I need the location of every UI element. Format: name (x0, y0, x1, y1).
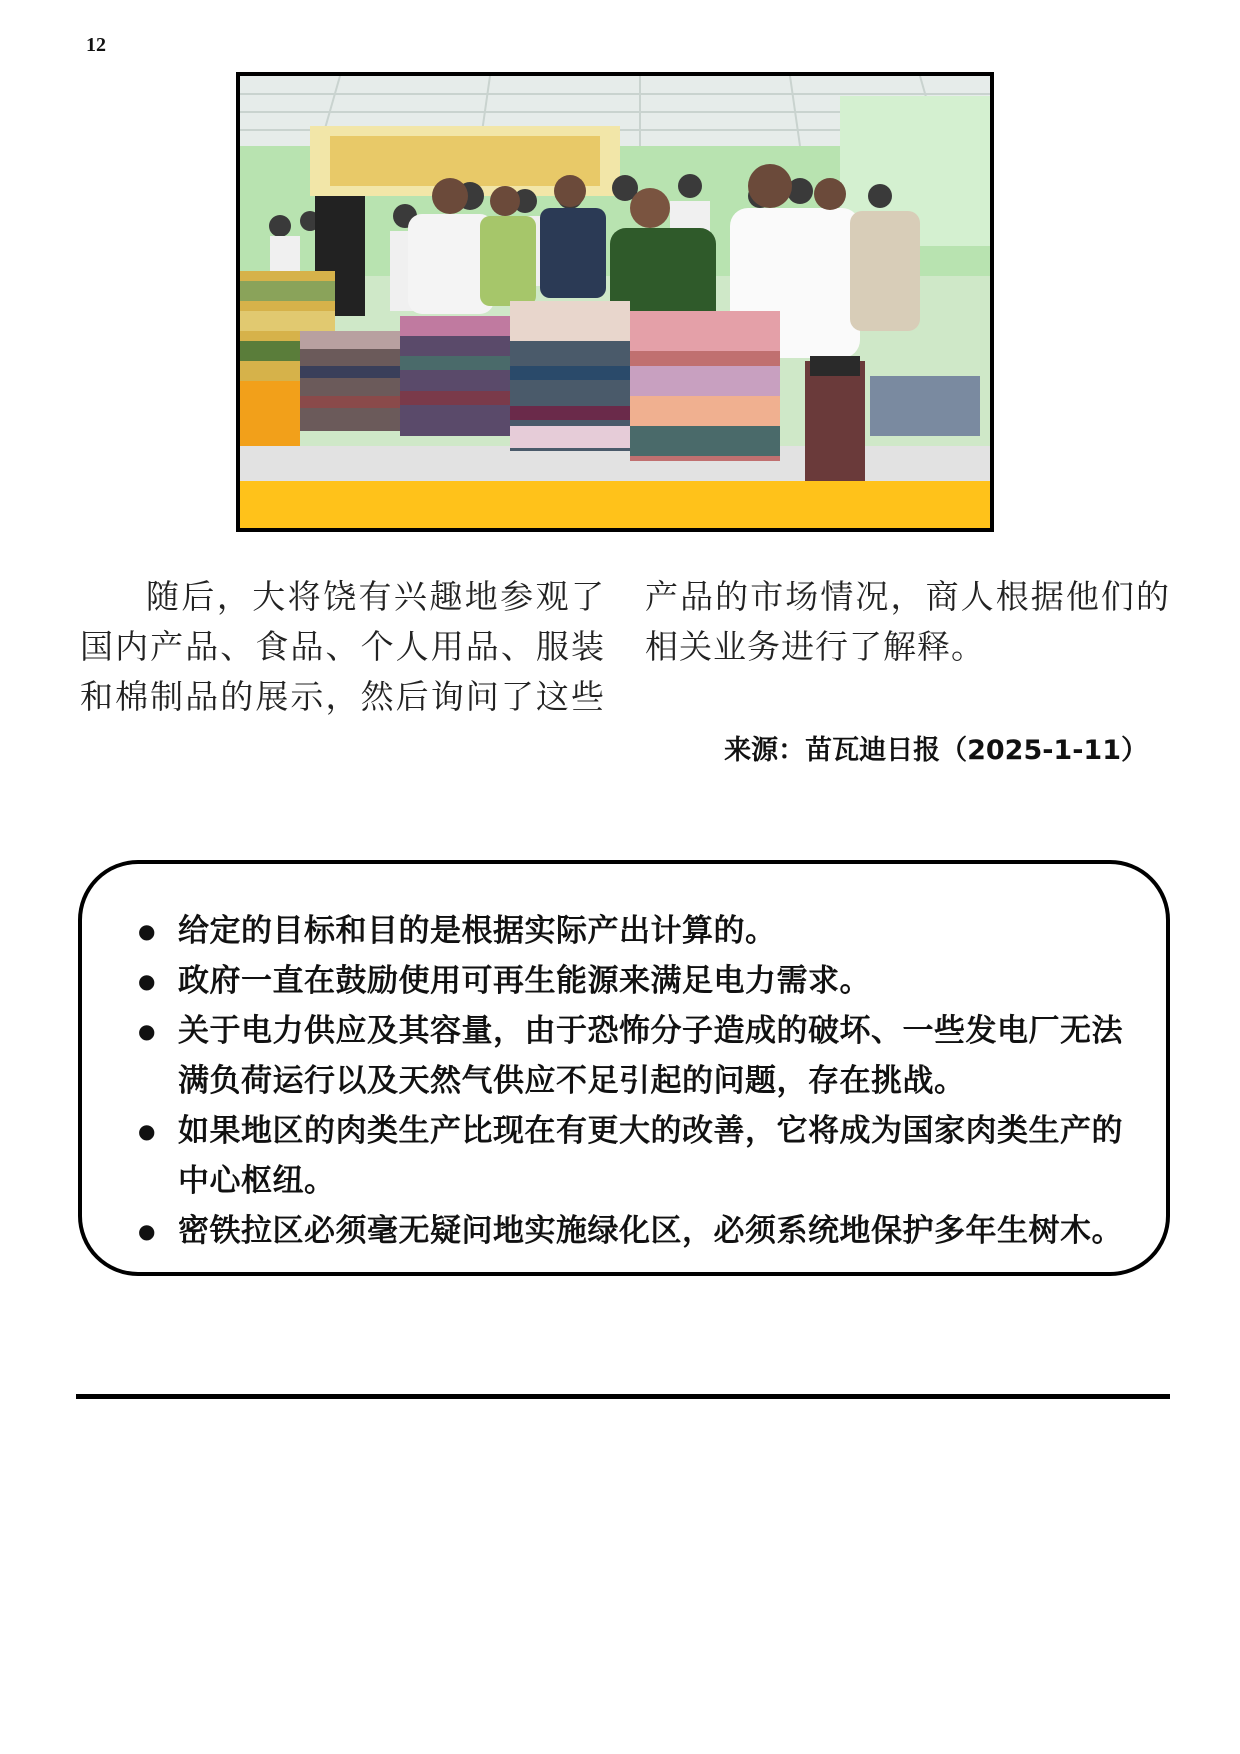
highlight-text: 政府一直在鼓励使用可再生能源来满足电力需求。 (178, 963, 871, 999)
bullet-icon: ● (138, 1119, 156, 1143)
bullet-icon: ● (138, 919, 156, 943)
highlight-text: 关于电力供应及其容量，由于恐怖分子造成的破坏、一些发电厂无法满负荷运行以及天然气供应不足引起的问题，存在挑战。 (178, 1013, 1123, 1099)
highlight-item (138, 906, 1138, 956)
highlight-item (138, 1006, 1138, 1106)
section-divider (76, 1394, 1170, 1399)
exhibition-photo-illustration (240, 76, 990, 528)
page-number: 12 (86, 34, 106, 56)
highlights-box (78, 860, 1170, 1276)
highlight-text: 密铁拉区必须毫无疑问地实施绿化区，必须系统地保护多年生树木。 (178, 1213, 1123, 1249)
highlight-text: 如果地区的肉类生产比现在有更大的改善，它将成为国家肉类生产的中心枢纽。 (178, 1113, 1123, 1199)
highlights-list (138, 906, 1138, 1256)
bullet-icon: ● (138, 969, 156, 993)
highlight-item (138, 1106, 1138, 1206)
news-photo (236, 72, 994, 532)
highlight-text: 给定的目标和目的是根据实际产出计算的。 (178, 913, 777, 949)
article-paragraph: 随后，大将饶有兴趣地参观了国内产品、食品、个人用品、服装和棉制品的展示，然后询问了这些产品的市场情况，商人根据他们的相关业务进行了解释。 (80, 577, 1170, 716)
highlight-item (138, 956, 1138, 1006)
bullet-icon: ● (138, 1219, 156, 1243)
bullet-icon: ● (138, 1019, 156, 1043)
highlight-item (138, 1206, 1138, 1256)
source-citation: 来源：苗瓦迪日报（2025-1-11） (724, 735, 1148, 766)
article-body (80, 572, 1170, 722)
